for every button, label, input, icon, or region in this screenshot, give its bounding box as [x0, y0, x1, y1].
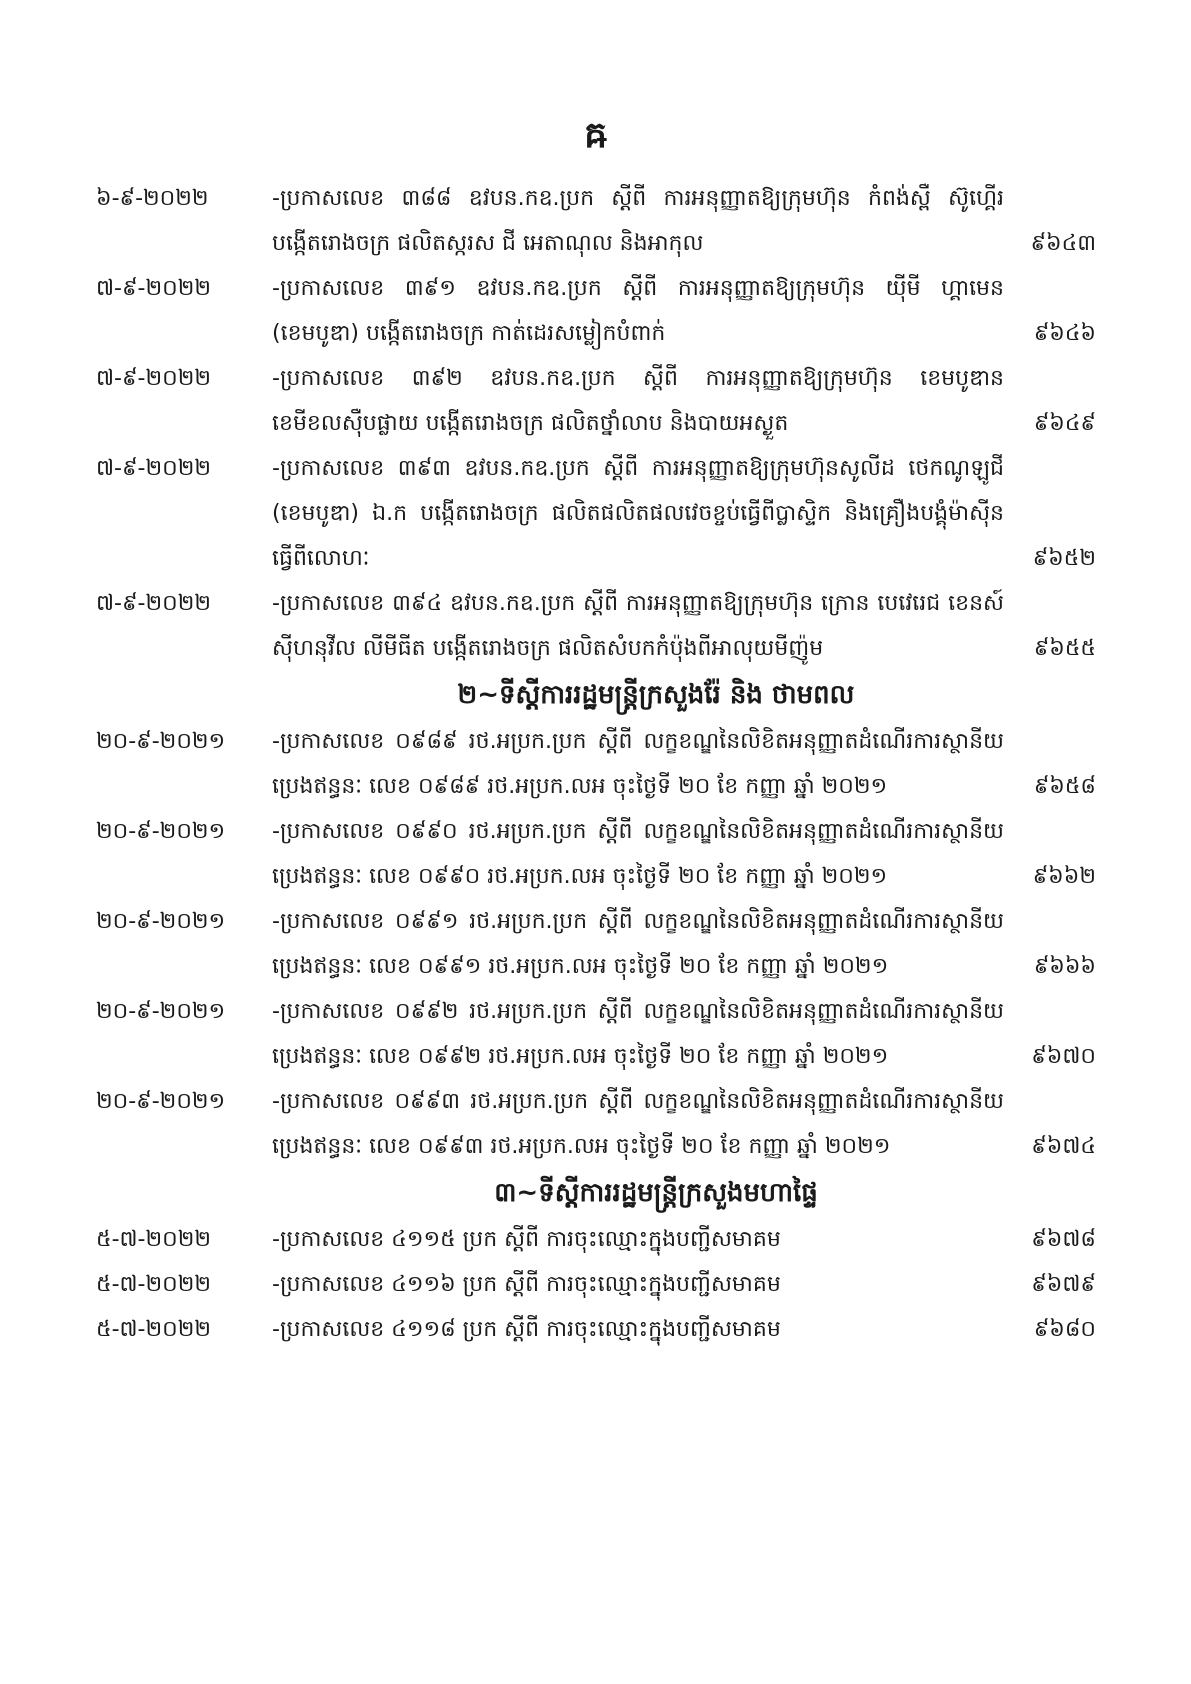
- entry-date: ៥-៧-២០២២: [96, 1227, 212, 1252]
- entry-page-number: ៩៦៤៩: [1033, 411, 1096, 436]
- entry-title: -ប្រកាសលេខ ៣៨៨ ឧវបន.កឧ.ប្រក ស្តីពី ការអនុញ្ញាតឱ្យក្រុមហ៊ុន កំពង់ស្ពឺ ស៊ូហ្គើរ បង្កើតរោងចក្រ ផលិតស្ករស ជី អេតាណុល និងអាកុល: [272, 186, 1004, 256]
- entry-title: -ប្រកាសលេខ ៣៩២ ឧវបន.កឧ.ប្រក ស្តីពី ការអនុញ្ញាតឱ្យក្រុមហ៊ុន ខេមបូឌាន ខេមីខលស៊ឺបផ្លាយ បង្កើតរោងចក្រ ផលិតថ្នាំលាប និងបាយអស្ងួត: [272, 366, 1004, 436]
- entry-page-number: ៩៦៥៨: [1033, 774, 1096, 799]
- entry-date: ៧-៩-២០២២: [96, 276, 212, 301]
- toc-entry: [96, 809, 1096, 899]
- entry-title: -ប្រកាសលេខ ០៩៩០ រថ.អប្រក.ប្រក ស្តីពី លក្ខខណ្ឌនៃលិខិតអនុញ្ញាតដំណើរការស្ថានីយប្រេងឥន្ធនៈ លេខ ០៩៩០ រថ.អប្រក.លអ ចុះថ្ងៃទី ២០ ខែ កញ្ញា ឆ្នាំ ២០២១: [272, 819, 1004, 889]
- section-heading-mines-energy: ២~ទីស្តីការរដ្ឋមន្ត្រីក្រសួងរ៉ែ និង ថាមពល: [457, 680, 855, 710]
- entry-title: -ប្រកាសលេខ ៤១១៦ ប្រក ស្តីពី ការចុះឈ្មោះក្នុងបញ្ជីសមាគម: [272, 1272, 781, 1297]
- entry-date: ២០-៩-២០២១: [96, 729, 226, 754]
- toc-entry: [96, 989, 1096, 1079]
- entry-title: -ប្រកាសលេខ ០៩៩២ រថ.អប្រក.ប្រក ស្តីពី លក្ខខណ្ឌនៃលិខិតអនុញ្ញាតដំណើរការស្ថានីយប្រេងឥន្ធនៈ លេខ ០៩៩២ រថ.អប្រក.លអ ចុះថ្ងៃទី ២០ ខែ កញ្ញា ឆ្នាំ ២០២១: [272, 999, 1004, 1069]
- toc-entry: [96, 1217, 1096, 1262]
- entry-date: ៦-៩-២០២២: [96, 186, 209, 211]
- entry-title: -ប្រកាសលេខ ០៩៨៩ រថ.អប្រក.ប្រក ស្តីពី លក្ខខណ្ឌនៃលិខិតអនុញ្ញាតដំណើរការស្ថានីយប្រេងឥន្ធនៈ លេខ ០៩៨៩ រថ.អប្រក.លអ ចុះថ្ងៃទី ២០ ខែ កញ្ញា ឆ្នាំ ២០២១: [272, 729, 1004, 799]
- entry-date: ៥-៧-២០២២: [96, 1272, 212, 1297]
- entry-date: ៥-៧-២០២២: [96, 1317, 212, 1342]
- toc-entry: [96, 1079, 1096, 1169]
- entry-page-number: ៩៦៦២: [1032, 864, 1096, 889]
- entry-title: -ប្រកាសលេខ ០៩៩៣ រថ.អប្រក.ប្រក ស្តីពី លក្ខខណ្ឌនៃលិខិតអនុញ្ញាតដំណើរការស្ថានីយប្រេងឥន្ធនៈ លេខ ០៩៩៣ រថ.អប្រក.លអ ចុះថ្ងៃទី ២០ ខែ កញ្ញា ឆ្នាំ ២០២១: [272, 1089, 1004, 1159]
- entry-date: ២០-៩-២០២១: [96, 1089, 226, 1114]
- entry-page-number: ៩៦៥៥: [1033, 636, 1096, 661]
- entry-date: ៧-៩-២០២២: [96, 366, 212, 391]
- entry-title: -ប្រកាសលេខ ០៩៩១ រថ.អប្រក.ប្រក ស្តីពី លក្ខខណ្ឌនៃលិខិតអនុញ្ញាតដំណើរការស្ថានីយប្រេងឥន្ធនៈ លេខ ០៩៩១ រថ.អប្រក.លអ ចុះថ្ងៃទី ២០ ខែ កញ្ញា ឆ្នាំ ២០២១: [272, 909, 1004, 979]
- entry-page-number: ៩៦៥២: [1032, 546, 1096, 571]
- toc-entry: [96, 266, 1096, 356]
- entry-date: ២០-៩-២០២១: [96, 909, 226, 934]
- entry-date: ២០-៩-២០២១: [96, 819, 226, 844]
- entry-page-number: ៩៦៧៤: [1031, 1134, 1096, 1159]
- toc-entry: [96, 719, 1096, 809]
- entry-title: -ប្រកាសលេខ ៣៩៣ ឧវបន.កឧ.ប្រក ស្តីពី ការអនុញ្ញាតឱ្យក្រុមហ៊ុនសូលីដ ថេកណូឡូជី (ខេមបូឌា) ឯ.ក បង្កើតរោងចក្រ ផលិតផលិតផលវេចខ្ចប់ធ្វើពីប្លាស្ទិក និងគ្រឿងបង្គុំម៉ាស៊ីនធ្វើពីលោហៈ: [272, 456, 1004, 571]
- entry-title: -ប្រកាសលេខ ៣៩៤ ឧវបន.កឧ.ប្រក ស្តីពី ការអនុញ្ញាតឱ្យក្រុមហ៊ុន ក្រោន បេវេរេជ ខេនស៍ស៊ីហនុវីល លីមីធីត បង្កើតរោងចក្រ ផលិតសំបកកំប៉ុងពីអាលុយមីញ៉ូម: [272, 591, 1004, 661]
- toc-entry: [96, 356, 1096, 446]
- toc-entry: [96, 1262, 1096, 1307]
- toc-entry: [96, 176, 1096, 266]
- entry-page-number: ៩៦៤៦: [1033, 321, 1096, 346]
- page-letter: ឝ: [584, 115, 607, 156]
- entry-date: ៧-៩-២០២២: [96, 591, 212, 616]
- entry-page-number: ៩៦៨០: [1033, 1317, 1096, 1342]
- entry-title: -ប្រកាសលេខ ៤១១៨ ប្រក ស្តីពី ការចុះឈ្មោះក្នុងបញ្ជីសមាគម: [272, 1317, 781, 1342]
- entry-page-number: ៩៦៧៩: [1031, 1272, 1096, 1297]
- entry-date: ២០-៩-២០២១: [96, 999, 226, 1024]
- entry-title: -ប្រកាសលេខ ៤១១៥ ប្រក ស្តីពី ការចុះឈ្មោះក្នុងបញ្ជីសមាគម: [272, 1227, 781, 1252]
- entry-page-number: ៩៦៦៦: [1033, 954, 1096, 979]
- toc-entry: [96, 1307, 1096, 1352]
- toc-entry: [96, 899, 1096, 989]
- toc-entry: [96, 581, 1096, 671]
- section-heading-interior: ៣~ទីស្តីការរដ្ឋមន្ត្រីក្រសួងមហាផ្ទៃ: [494, 1178, 818, 1208]
- entry-page-number: ៩៦៤៣: [1030, 231, 1096, 256]
- entry-title: -ប្រកាសលេខ ៣៩១ ឧវបន.កឧ.ប្រក ស្តីពី ការអនុញ្ញាតឱ្យក្រុមហ៊ុន យ៉ីមី ហ្គាមេន (ខេមបូឌា) បង្កើតរោងចក្រ កាត់ដេរសម្លៀកបំពាក់: [272, 276, 1004, 346]
- entry-date: ៧-៩-២០២២: [96, 456, 212, 481]
- toc-entry: [96, 446, 1096, 581]
- entry-page-number: ៩៦៧៨: [1031, 1227, 1096, 1252]
- table-of-contents: [96, 176, 1096, 1352]
- entry-page-number: ៩៦៧០: [1031, 1044, 1096, 1069]
